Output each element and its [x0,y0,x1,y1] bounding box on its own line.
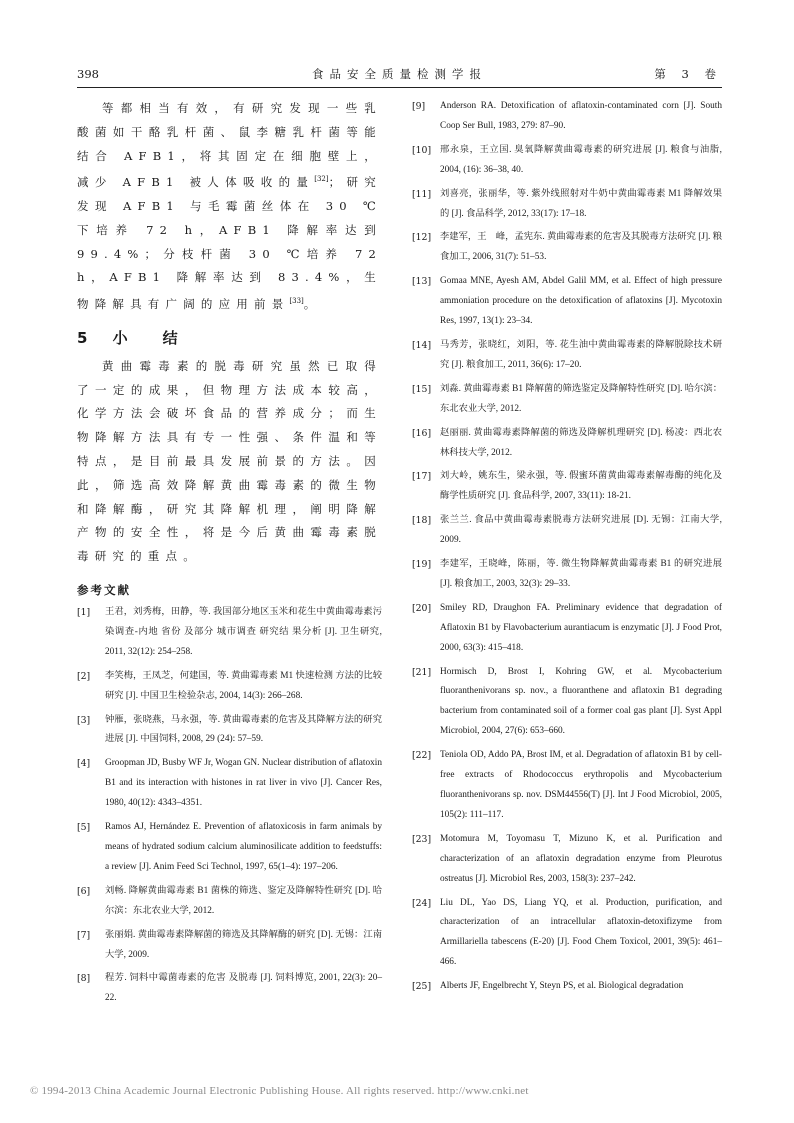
reference-number: [12] [412,232,432,244]
reference-text: 刘大岭，姚东生，梁永强，等. 假蜜环菌黄曲霉毒素解毒酶的纯化及酶学性质研究 [J]. 食品科学, 2007, 33(11): 18-21. [440,471,722,502]
reference-text: 赵丽丽. 黄曲霉毒素降解菌的筛选及降解机理研究 [D]. 杨凌：西北农林科技大学, 2012. [440,427,722,458]
reference-text: Anderson RA. Detoxification of aflatoxin-contaminated corn [J]. South Coop Ser Bull, 1983, 279: 87–90. [440,101,722,131]
reference-text: 程芳. 饲料中霉菌毒素的危害 及脱毒 [J]. 饲料博览, 2001, 22(3): 20–22. [105,973,382,1004]
reference-number: [22] [412,750,432,762]
reference-item [412,555,722,595]
reference-number: [10] [412,144,432,156]
reference-number: [18] [412,515,432,527]
journal-title: 食品安全质量检测学报 [312,67,487,81]
running-header [77,66,722,82]
reference-item [412,511,722,551]
reference-item [412,663,722,743]
reference-text: 马秀芳，张晓红，刘阳，等. 花生油中黄曲霉毒素的降解脱除技术研究 [J]. 粮食加工, 2011, 36(6): 17–20. [440,339,722,370]
reference-number: [23] [412,833,432,845]
reference-number: [19] [412,559,432,571]
para1-text-b: ；研究发现 AFB1 与毛霉菌丝体在 30 ℃下培养 72 h，AFB1 降解率达到 99.4%；分枝杆菌 30 ℃培养 72 h，AFB1 降解率达到 83.4%，生物降解具有广阔的应用前景 [77,175,382,312]
page-number: 398 [77,67,99,81]
references-heading: 参考文献 [77,583,131,597]
reference-number: [8] [77,973,91,985]
reference-item [412,424,722,464]
reference-item [412,467,722,507]
reference-number: [21] [412,666,432,678]
reference-number: [7] [77,929,91,941]
reference-text: 刘喜亮，张丽华，等. 紫外线照射对牛奶中黄曲霉毒素 M1 降解效果的 [J]. 食品科学, 2012, 33(17): 17–18. [440,188,722,219]
reference-item [412,336,722,376]
para1-text-a: 等都相当有效，有研究发现一些乳酸菌如干酪乳杆菌、鼠李糖乳杆菌等能结合 AFB1，将其固定在细胞壁上，减少 AFB1 被人体吸收的量 [77,101,382,190]
reference-text: 李建军，王 峰，孟宪东. 黄曲霉毒素的危害及其脱毒方法研究 [J]. 粮食加工, 2006, 31(7): 51–53. [440,232,722,263]
reference-number: [2] [77,670,91,682]
reference-number: [16] [412,427,432,439]
reference-text: Groopman JD, Busby WF Jr, Wogan GN. Nuclear distribution of aflatoxin B1 and its interaction with histones in rat liver in vivo [J]. Cancer Res, 1980, 40(12): 4343–4351. [105,758,382,809]
reference-text: Ramos AJ, Hernández E. Prevention of aflatoxicosis in farm animals by means of hydrated sodium calcium aluminosilicate addition to feedstuffs: a review [J]. Anim Feed Sci Technol, 1997, 65(1–4): 197–206. [105,822,382,872]
para1-text-c: 。 [303,297,322,312]
reference-list-left [77,603,382,1009]
reference-item [77,754,382,814]
reference-item [412,977,722,997]
reference-item [412,380,722,420]
reference-item [412,599,722,659]
reference-text: Liu DL, Yao DS, Liang YQ, et al. Production, purification, and characterization of an intracellular aflatoxin-detoxifizyme from Armillariella tabescens (E-20) [J]. Food Chem Toxicol, 2001, 39(5): 461–466. [440,897,722,968]
reference-item [412,185,722,225]
reference-number: [3] [77,714,91,726]
reference-text: Smiley RD, Draughon FA. Preliminary evidence that degradation of Aflatoxin B1 by Flavobacterium aurantiacum is enzymatic [J]. J Food Prot, 2000, 63(3): 415–418. [440,602,722,653]
reference-text: Alberts JF, Engelbrecht Y, Steyn PS, et al. Biological degradation [440,981,684,992]
reference-text: 李建军，王晓峰，陈丽，等. 微生物降解黄曲霉毒素 B1 的研究进展 [J]. 粮食加工, 2003, 32(3): 29–33. [440,559,722,589]
reference-item [412,141,722,181]
reference-text: Teniola OD, Addo PA, Brost IM, et al. Degradation of aflatoxin B1 by cell-free extracts of Rhodococcus erythropolis and Mycobacterium fluoranthenivorans sp. nov. DSM44556(T) [J]. Int J Food Microbiol, 2005, 105(2): 111–117. [440,750,722,820]
reference-item [412,830,722,890]
citation-32: [32] [314,175,329,184]
reference-item [77,969,382,1009]
reference-number: [5] [77,822,91,834]
reference-text: 王君，刘秀梅，田静，等. 我国部分地区玉米和花生中黄曲霉毒素污染调查-内地 省份 及部分 城市调查 研究结 果分析 [J]. 卫生研究, 2011, 32(12): 254–258. [105,607,382,657]
reference-text: 张兰兰. 食品中黄曲霉毒素脱毒方法研究进展 [D]. 无锡：江南大学, 2009. [440,515,722,546]
reference-text: Gomaa MNE, Ayesh AM, Abdel Galil MM, et al. Effect of high pressure ammoniation procedure on the detoxification of aflatoxins [J]. Mycotoxin Res, 1997, 13(1): 23–34. [440,276,722,327]
reference-item [412,228,722,268]
reference-item [412,97,722,137]
issue-label: 第 3 卷 [654,67,722,81]
header-rule [77,87,722,88]
right-column [412,97,722,1001]
body-paragraph-1 [77,97,382,317]
copyright-footer: © 1994-2013 China Academic Journal Electronic Publishing House. All rights reserved. http://www.cnki.net [30,1085,529,1097]
reference-number: [24] [412,897,432,909]
reference-text: 钟雁，张晓燕，马永强，等. 黄曲霉毒素的危害及其降解方法的研究进展 [J]. 中国饲料, 2008, 29 (24): 57–59. [105,714,382,745]
reference-item [77,926,382,966]
reference-number: [13] [412,276,432,288]
reference-item [412,746,722,826]
reference-list-right [412,97,722,997]
reference-number: [14] [412,339,432,351]
reference-number: [6] [77,885,91,897]
reference-number: [25] [412,981,432,993]
reference-text: Motomura M, Toyomasu T, Mizuno K, et al. Purification and characterization of an aflatoxin degradation enzyme from Pleurotus ostreatus [J]. Microbiol Res, 2003, 158(3): 237–242. [440,833,722,884]
reference-number: [17] [412,471,432,483]
reference-number: [9] [412,101,426,112]
reference-text: 刘畅. 降解黄曲霉毒素 B1 菌株的筛选、鉴定及降解特性研究 [D]. 哈尔滨：东北农业大学, 2012. [105,885,382,916]
left-column [77,97,382,1013]
reference-number: [4] [77,758,91,770]
reference-number: [11] [412,188,432,200]
reference-item [77,711,382,751]
reference-item [412,272,722,332]
reference-number: [1] [77,607,91,618]
reference-text: 张丽娟. 黄曲霉毒素降解菌的筛选及其降解酶的研究 [D]. 无锡：江南大学, 2009. [105,929,382,960]
reference-text: 刘淼. 黄曲霉毒素 B1 降解菌的筛选鉴定及降解特性研究 [D]. 哈尔滨：东北农业大学, 2012. [440,383,722,414]
reference-text: 邢永泉，王立国. 臭氧降解黄曲霉毒素的研究进展 [J]. 粮食与油脂, 2004, (16): 36–38, 40. [440,144,722,175]
reference-item [77,818,382,878]
body-paragraph-2 [77,355,382,569]
reference-number: [15] [412,383,432,395]
reference-item [77,667,382,707]
para2-text: 黄曲霉毒素的脱毒研究虽然已取得了一定的成果，但物理方法成本较高，化学方法会破坏食品的营养成分；而生物降解方法具有专一性强、条件温和等特点，是目前最具发展前景的方法。因此，筛选高效降解黄曲霉毒素的微生物和降解酶，研究其降解机理，阐明降解产物的安全性，将是今后黄曲霉毒素脱毒研究的重点。 [77,358,382,564]
reference-item [412,894,722,974]
citation-33: [33] [289,297,304,306]
reference-text: 李笑梅，王凤芝，何建国，等. 黄曲霉毒素 M1 快速检测 方法的比较研究 [J]. 中国卫生检验杂志, 2004, 14(3): 266–268. [105,670,382,701]
section-heading: 5 小 结 [77,328,188,347]
reference-number: [20] [412,602,432,614]
reference-text: Hormisch D, Brost I, Kohring GW, et al. Mycobacterium fluoranthenivorans sp. nov., a fluoranthene and aflatoxin B1 degrading bacterium from contaminated soil of a former coal gas plant [J]. Syst Appl Microbiol, 2004, 27(6): 653–660. [440,666,722,737]
reference-item [77,603,382,663]
reference-item [77,882,382,922]
